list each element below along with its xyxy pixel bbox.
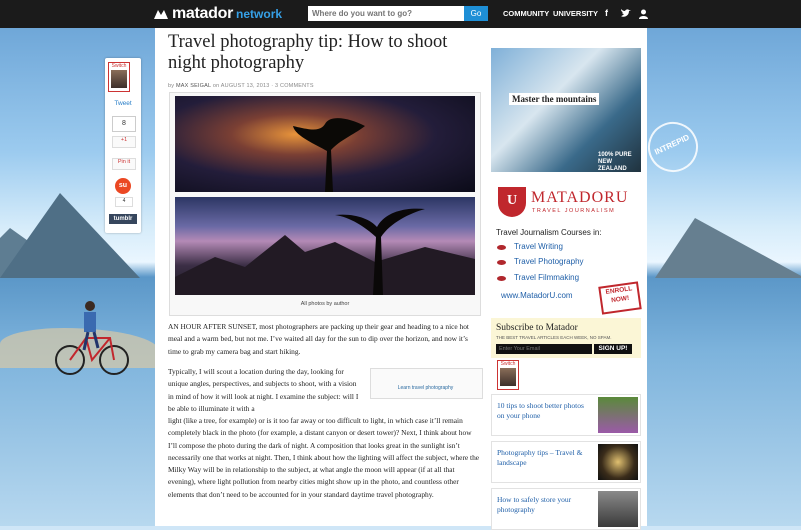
bullet-icon: [497, 245, 506, 250]
related-article-title[interactable]: 10 tips to shoot better photos on your phone: [497, 401, 584, 420]
matador-u-url[interactable]: www.MatadorU.com: [501, 291, 573, 300]
signup-button[interactable]: SIGN UP!: [594, 344, 632, 354]
byline-prefix: by: [168, 83, 175, 89]
tweet-count: 8: [112, 116, 136, 132]
article-title: Travel photography tip: How to shoot night photography: [168, 32, 448, 73]
author-link[interactable]: MAX SEIGAL: [175, 83, 212, 89]
course-travel-writing[interactable]: Travel Writing: [514, 242, 563, 251]
switch-thumbnail: [111, 70, 127, 88]
ad-badge: 100% PURE NEW ZEALAND: [598, 152, 632, 172]
twitter-icon[interactable]: [620, 9, 631, 19]
related-thumbnail: [598, 491, 638, 527]
subscribe-email-input[interactable]: [496, 344, 592, 354]
related-article-card[interactable]: [491, 441, 641, 483]
switch-widget[interactable]: [108, 62, 130, 92]
related-article-title[interactable]: How to safely store your photography: [497, 495, 572, 514]
photo-tree-night-sky: [175, 96, 475, 192]
inline-ad-link[interactable]: Learn travel photography: [397, 385, 454, 391]
subscribe-subtitle: THE BEST TRAVEL ARTICLES EACH WEEK, NO SPAM.: [496, 335, 612, 340]
intrepid-badge: INTREPID: [640, 114, 706, 180]
google-plus-button[interactable]: +1: [112, 136, 136, 148]
matador-u-title: MATADORU: [531, 189, 629, 206]
course-travel-filmmaking[interactable]: Travel Filmmaking: [514, 273, 580, 282]
article-paragraph-2a: Typically, I will scout a location during the day, looking for unique angles, perspectives, and subjects to shoot, with a vision in mind of how it will look at night. I examine the subject: will I be able to illuminate it with a: [168, 367, 359, 413]
switch-label: Switch: [111, 63, 127, 69]
article-byline: by MAX SEIGAL on AUGUST 13, 2013 · 3 COMMENTS: [168, 83, 314, 89]
logo-text-sub: network: [236, 7, 283, 21]
switch-thumbnail: [500, 368, 516, 386]
stumbleupon-count: 4: [115, 197, 133, 207]
matador-logo[interactable]: [153, 4, 282, 24]
cyclist-illustration: [52, 298, 132, 388]
mountain-right: [655, 218, 801, 278]
related-article-title[interactable]: Photography tips – Travel & landscape: [497, 448, 583, 467]
article-paragraph-2b: light (like a tree, for example) or is it too far away or too difficult to light, in which case it’ll remain completely black in the photo (for example, a distant canyon or desert tower)? Next, I think about how I’ll compose the photo during the dark of night. A composition that looks great in the sunlight isn’t necessarily one that works at night. Then, I think about how the lighting will affect the subject, where the Milky Way will be in relationship to the subject, at what angle the moon will appear (if at all that evening), where light pollution from nearby cities might show up in the photo, and countless other elements that don’t need to be accounted for in your standard daytime travel photography.: [168, 416, 480, 499]
nav-university[interactable]: UNIVERSITY: [553, 9, 599, 18]
article-paragraph-1: AN HOUR AFTER SUNSET, most photographers are packing up their gear and heading to a nice hot meal and a warm bed, but not me. I’ve waited all day for the sun to dip over the horizon, and now it’s time to grab my camera bag and start hiking.: [168, 322, 469, 356]
switch-label: Switch: [500, 361, 516, 367]
ad-tagline: Master the mountains: [509, 93, 599, 105]
related-thumbnail: [598, 444, 638, 480]
facebook-icon[interactable]: f: [605, 8, 608, 18]
bullet-icon: [497, 260, 506, 265]
date-prefix: on: [212, 83, 220, 89]
matador-u-subtitle: TRAVEL JOURNALISM: [532, 208, 616, 214]
user-icon[interactable]: [639, 9, 648, 19]
related-thumbnail: [598, 397, 638, 433]
new-zealand-ad[interactable]: [491, 48, 641, 172]
related-article-card[interactable]: [491, 488, 641, 530]
article-date: AUGUST 13, 2013: [220, 83, 270, 89]
matador-logo-icon: [153, 6, 169, 22]
pinterest-button[interactable]: Pin it: [112, 158, 136, 170]
inline-ad-box[interactable]: [370, 368, 483, 399]
stumbleupon-icon[interactable]: su: [115, 178, 131, 194]
subscribe-title: Subscribe to Matador: [496, 323, 578, 333]
photo-mountains-milky-way: [175, 197, 475, 295]
figure-caption: All photos by author: [300, 301, 350, 307]
tree-silhouette-illustration: [175, 96, 475, 192]
enroll-now-stamp[interactable]: ENROLL NOW!: [598, 281, 642, 314]
comments-link[interactable]: 3 COMMENTS: [275, 83, 314, 89]
bullet-icon: [497, 276, 506, 281]
related-article-card[interactable]: [491, 394, 641, 436]
course-travel-photography[interactable]: Travel Photography: [514, 257, 584, 266]
nav-community[interactable]: COMMUNITY: [503, 9, 550, 18]
switch-widget-small[interactable]: [497, 360, 519, 390]
mountain-tree-illustration: [175, 197, 475, 295]
tweet-button[interactable]: Tweet: [114, 100, 132, 107]
search-go-button[interactable]: Go: [464, 6, 488, 21]
tumblr-button[interactable]: tumblr: [109, 214, 137, 224]
destination-search-input[interactable]: [308, 6, 464, 21]
courses-heading: Travel Journalism Courses in:: [496, 228, 602, 237]
logo-text-main: matador: [172, 5, 234, 22]
matador-u-shield-icon: U: [498, 187, 526, 217]
